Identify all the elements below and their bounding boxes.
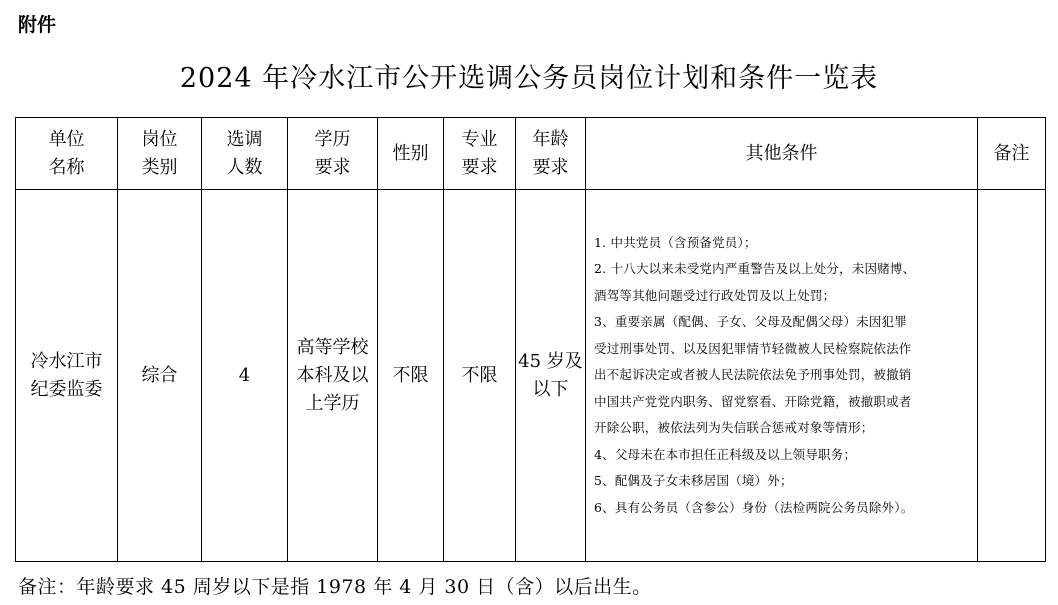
condition-line: 开除公职，被依法列为失信联合惩戒对象等情形； xyxy=(594,420,874,436)
header-education-line2: 要求 xyxy=(314,156,351,178)
cell-education-line1: 高等学校 xyxy=(296,336,369,358)
cell-major: 不限 xyxy=(444,190,516,562)
table-header-row xyxy=(16,118,1046,190)
table-row xyxy=(16,190,1046,562)
cell-selection-count: 4 xyxy=(202,190,288,562)
header-gender xyxy=(378,118,444,190)
positions-table xyxy=(15,117,1046,562)
cell-age-line1: 45 岁及 xyxy=(518,350,583,372)
condition-line: 4、父母未在本市担任正科级及以上领导职务； xyxy=(594,446,857,462)
attachment-label: 附件 xyxy=(18,14,57,36)
condition-line: 受过刑事处罚、以及因犯罪情节轻微被人民检察院依法作 xyxy=(594,340,912,356)
condition-line: 出不起诉决定或者被人民法院依法免予刑事处罚，被撤销 xyxy=(594,367,912,383)
header-age-line2: 要求 xyxy=(532,156,569,178)
header-position-category-line2: 类别 xyxy=(141,156,178,178)
header-other-conditions xyxy=(586,118,978,190)
header-selection-count-line2: 人数 xyxy=(226,156,263,178)
condition-line: 2. 十八大以来未受党内严重警告及以上处分，未因赌博、 xyxy=(594,261,916,277)
condition-line: 1. 中共党员（含预备党员）； xyxy=(594,234,757,250)
cell-unit-name-line1: 冷水江市 xyxy=(30,350,103,372)
header-position-category xyxy=(118,118,202,190)
header-education-line1: 学历 xyxy=(314,128,351,150)
header-unit-name xyxy=(16,118,118,190)
header-remarks xyxy=(978,118,1046,190)
condition-line: 中国共产党党内职务、留党察看、开除党籍，被撤职或者 xyxy=(594,393,912,409)
header-other-conditions-line1: 其他条件 xyxy=(745,142,818,164)
condition-line: 酒驾等其他问题受过行政处罚及以上处罚； xyxy=(594,287,836,303)
header-unit-name-line2: 名称 xyxy=(48,156,85,178)
condition-line: 6、具有公务员（含参公）身份（法检两院公务员除外）。 xyxy=(594,499,914,515)
cell-education-line3: 上学历 xyxy=(305,392,360,414)
cell-gender: 不限 xyxy=(378,190,444,562)
cell-education-line2: 本科及以 xyxy=(296,364,369,386)
header-selection-count xyxy=(202,118,288,190)
cell-remarks xyxy=(978,190,1046,562)
header-selection-count-line1: 选调 xyxy=(226,128,263,150)
cell-age-line2: 以下 xyxy=(532,378,569,400)
header-major-line1: 专业 xyxy=(461,128,498,150)
header-gender-line1: 性别 xyxy=(392,142,429,164)
header-unit-name-line1: 单位 xyxy=(48,128,85,150)
cell-unit-name-line2: 纪委监委 xyxy=(30,378,103,400)
cell-age xyxy=(516,190,586,562)
header-major-line2: 要求 xyxy=(461,156,498,178)
header-age xyxy=(516,118,586,190)
cell-education xyxy=(288,190,378,562)
cell-unit-name xyxy=(16,190,118,562)
page-title: 2024 年冷水江市公开选调公务员岗位计划和条件一览表 xyxy=(179,63,879,94)
cell-position-category: 综合 xyxy=(118,190,202,562)
condition-line: 5、配偶及子女未移居国（境）外； xyxy=(594,473,793,489)
header-education xyxy=(288,118,378,190)
condition-line: 3、重要亲属（配偶、子女、父母及配偶父母）未因犯罪 xyxy=(594,314,907,330)
cell-other-conditions xyxy=(586,190,978,562)
header-position-category-line1: 岗位 xyxy=(141,128,178,150)
header-major xyxy=(444,118,516,190)
header-remarks-line1: 备注 xyxy=(993,142,1030,164)
header-age-line1: 年龄 xyxy=(532,128,569,150)
footnote: 备注：年龄要求 45 周岁以下是指 1978 年 4 月 30 日（含）以后出生。 xyxy=(18,576,652,598)
